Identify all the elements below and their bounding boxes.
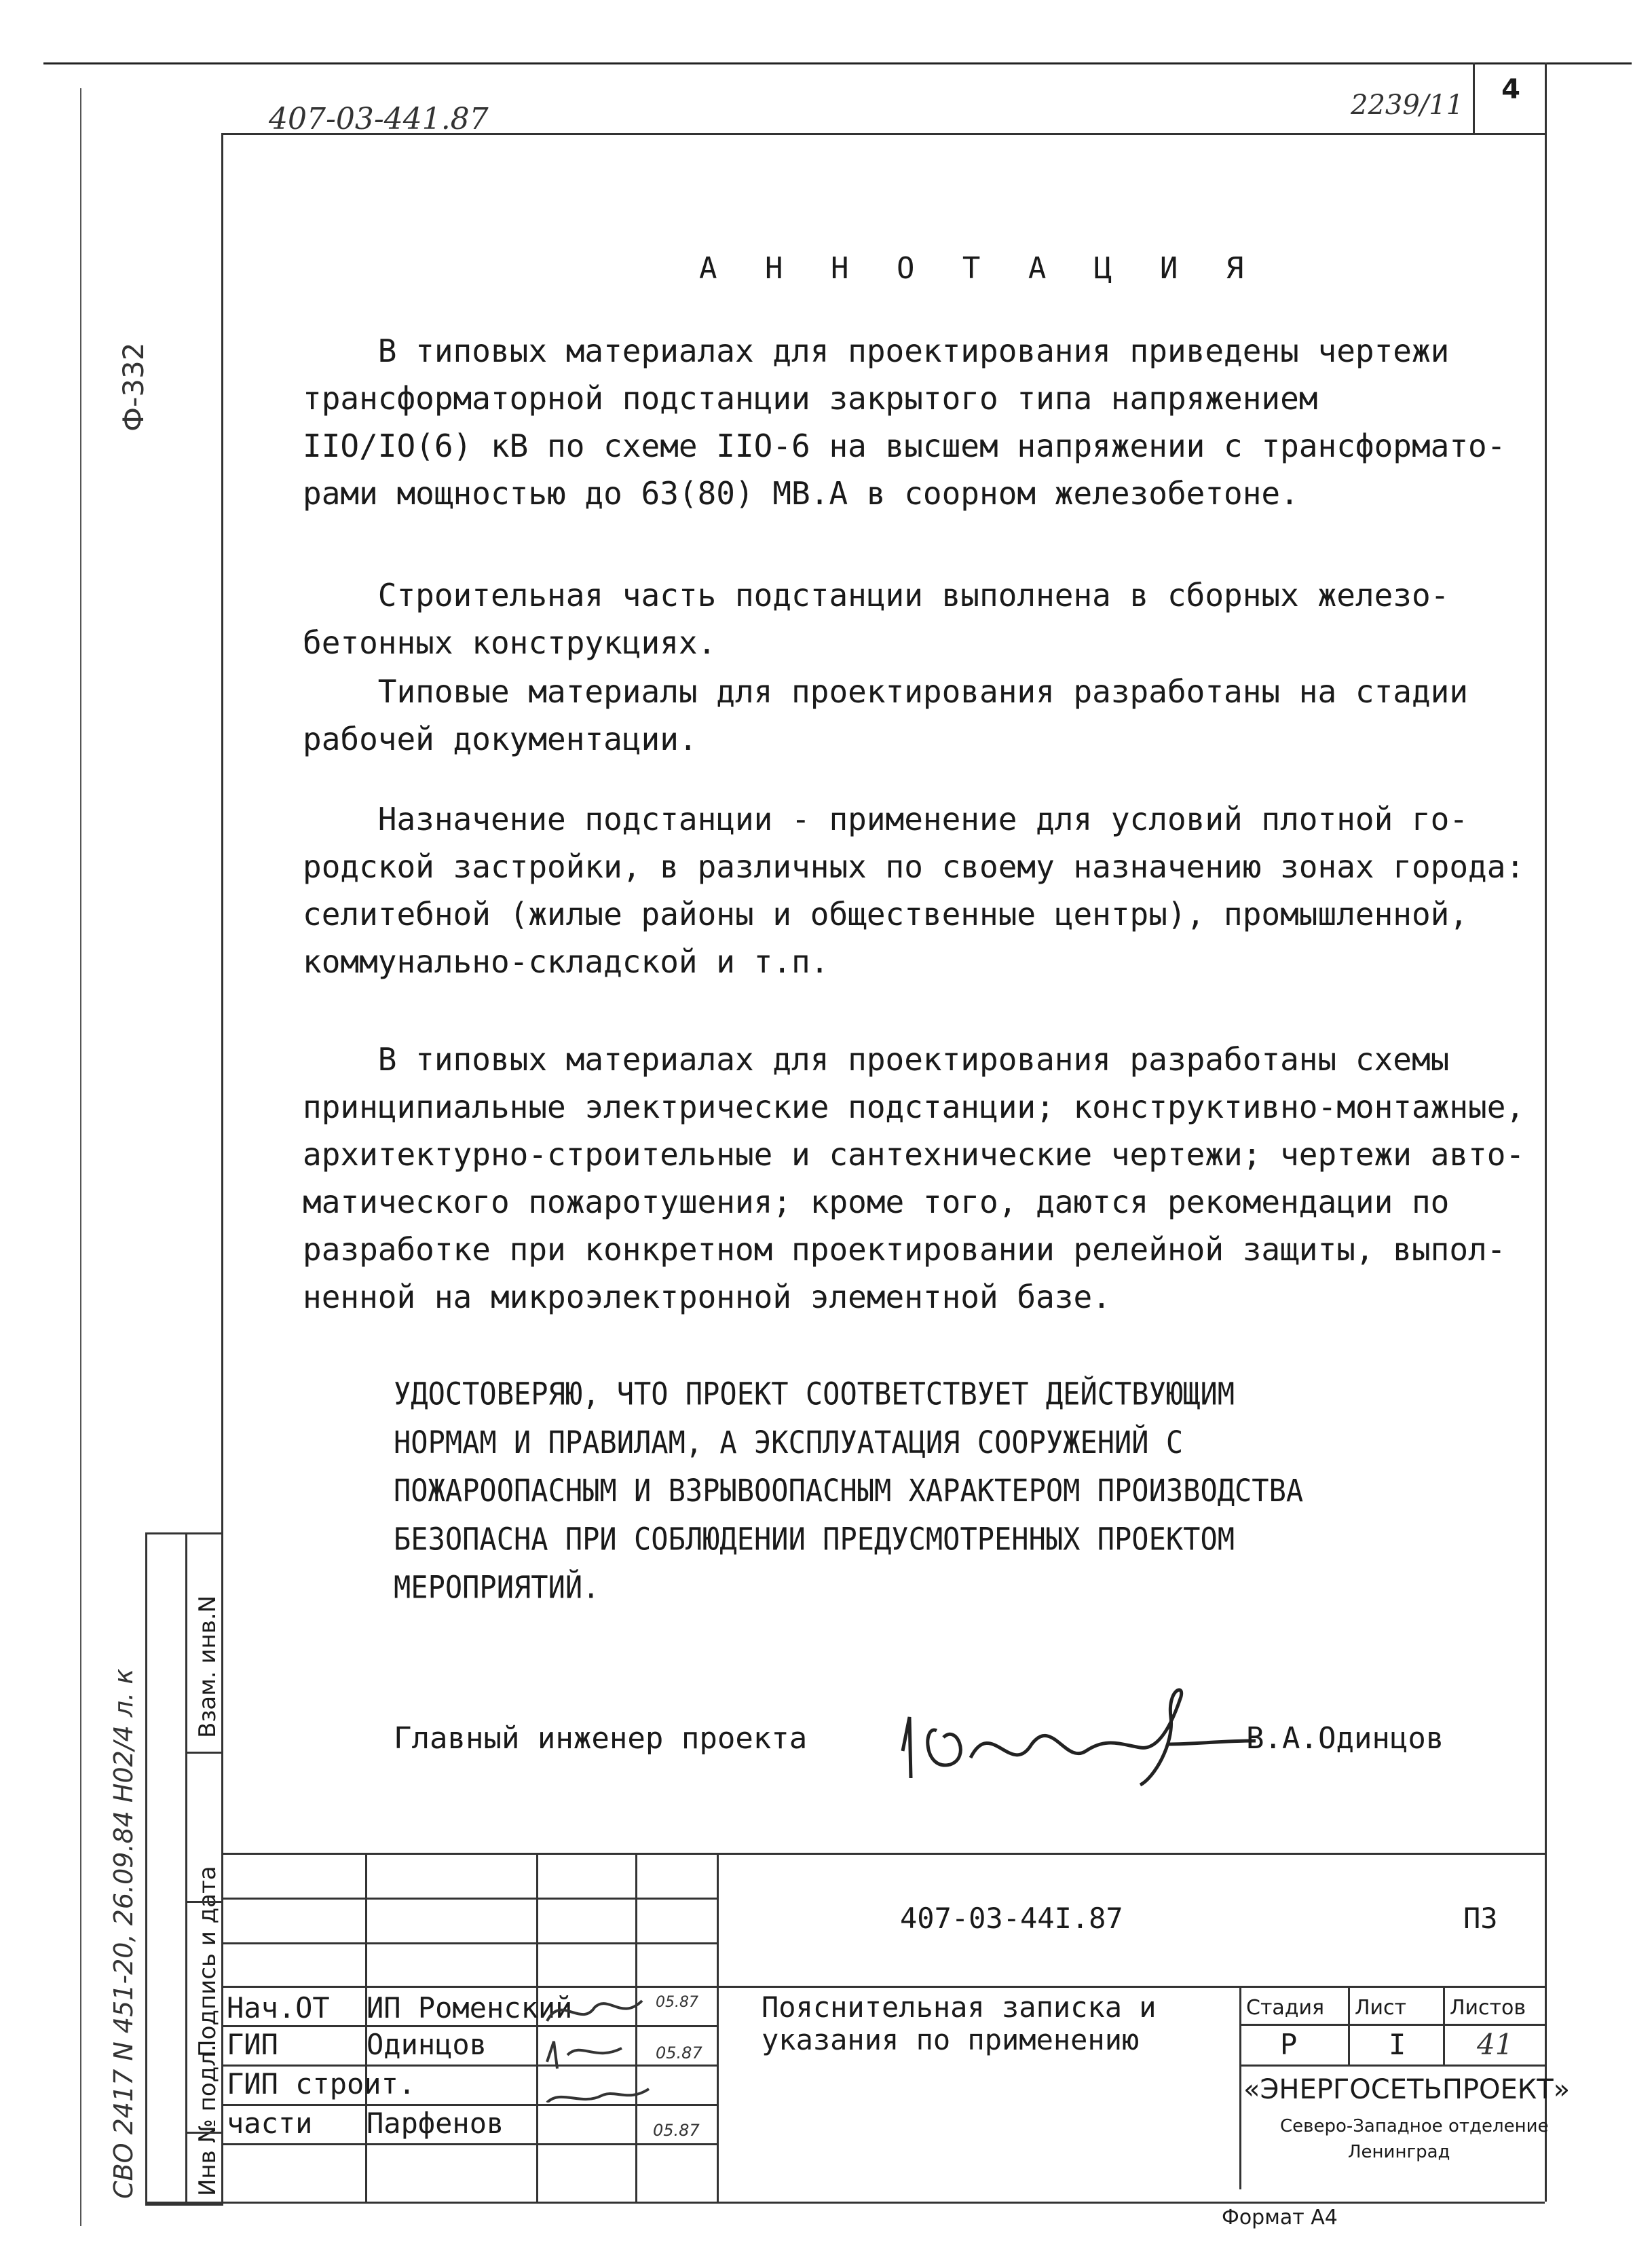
stamp-row4-role: части bbox=[227, 2107, 313, 2140]
stamp-sheet: I bbox=[1389, 2028, 1406, 2061]
stamp-row2-date: 05.87 bbox=[656, 2043, 702, 2062]
strip-label-signature-date: Подпись и дата bbox=[194, 1866, 221, 2057]
certification-statement: УДОСТОВЕРЯЮ, ЧТО ПРОЕКТ СООТВЕТСТВУЕТ ДЕЙСТВУЮЩИМ НОРМАМ И ПРАВИЛАМ, А ЭКСПЛУАТАЦИЯ СООРУЖЕНИЙ С ПОЖАРООПАСНЫМ И ВЗРЫВООПАСНЫМ ХАРАКТЕРОМ ПРОИЗВОДСТВА БЕЗОПАСНА ПРИ СОБЛЮДЕНИИ ПРЕДУСМОТРЕННЫХ ПРОЕКТОМ МЕРОПРИЯТИЙ. bbox=[394, 1376, 1304, 1606]
stamp-row4-date: 05.87 bbox=[653, 2121, 700, 2140]
signature-name: В.А.Одинцов bbox=[1246, 1721, 1444, 1756]
stamp-organization: «ЭНЕРГОСЕТЬПРОЕКТ» bbox=[1243, 2074, 1571, 2105]
page-number-box bbox=[1473, 62, 1547, 135]
stamp-signatures bbox=[540, 1987, 656, 2103]
format-label: Формат А4 bbox=[1222, 2206, 1338, 2229]
stamp-description: Пояснительная записка и указания по применению bbox=[762, 1991, 1157, 2056]
side-mark: Ф-332 bbox=[117, 342, 150, 432]
stamp-row2-role: ГИП bbox=[227, 2028, 278, 2061]
stamp-row1-name: ИП Роменский bbox=[367, 1991, 573, 2024]
paragraph-3: Типовые материалы для проектирования разработаны на стадии рабочей документации. bbox=[303, 673, 1469, 757]
frame-right bbox=[1545, 62, 1547, 2202]
stamp-doc-code: 407-03-44I.87 bbox=[900, 1902, 1123, 1935]
handwritten-signature bbox=[896, 1676, 1262, 1792]
stamp-row4-name: Парфенов bbox=[367, 2107, 504, 2140]
paragraph-1: В типовых материалах для проектирования приведены чертежи трансформаторной подстанции закрытого типа напряжением IIO/IO(6) кВ по схеме IIO-6 на высшем напряжении с трансформато- рами мощностью до 63(80) МВ.А в соорном железобетоне. bbox=[303, 333, 1506, 512]
stamp-row1-date: 05.87 bbox=[656, 1994, 698, 2011]
strip-handwritten-note: СВО 2417 N 451-20, 26.09.84 H02/4 л. к bbox=[109, 1668, 138, 2199]
stamp-doc-type: ПЗ bbox=[1463, 1902, 1498, 1935]
stamp-row1-role: Нач.ОТ bbox=[227, 1991, 330, 2024]
stamp-stage: Р bbox=[1280, 2028, 1298, 2061]
binding-edge-line bbox=[80, 88, 81, 2226]
page-number: 4 bbox=[1501, 74, 1520, 105]
strip-label-inv: Инв № подл. bbox=[194, 2044, 221, 2196]
stamp-org-city: Ленинград bbox=[1348, 2142, 1450, 2162]
frame-bottom bbox=[145, 2202, 1545, 2204]
top-border-line bbox=[43, 62, 1632, 64]
inventory-number-handwritten: 2239/11 bbox=[1351, 90, 1464, 121]
doc-code-handwritten: 407-03-441.87 bbox=[269, 102, 489, 136]
strip-label-replace-inv: Взам. инв.N bbox=[194, 1595, 221, 1738]
stamp-sheets-label: Листов bbox=[1450, 1996, 1526, 2020]
stamp-org-branch: Северо-Западное отделение bbox=[1280, 2116, 1549, 2136]
stamp-stage-label: Стадия bbox=[1246, 1996, 1325, 2020]
signature-role: Главный инженер проекта bbox=[394, 1721, 808, 1756]
left-margin-strip bbox=[145, 1532, 223, 2206]
title-block bbox=[221, 1853, 1571, 2202]
stamp-sheet-label: Лист bbox=[1355, 1996, 1407, 2020]
stamp-row2-name: Одинцов bbox=[367, 2028, 487, 2061]
paragraph-4: Назначение подстанции - применение для условий плотной го- родской застройки, в различных по своему назначению зонах города: селитебной (жилые районы и общественные центры), промышленной, коммунально-складской и т.п. bbox=[303, 801, 1525, 980]
paragraph-2: Строительная часть подстанции выполнена в сборных железо- бетонных конструкциях. bbox=[303, 577, 1450, 661]
page-title: А Н Н О Т А Ц И Я bbox=[699, 251, 1259, 286]
stamp-row3-role: ГИП строит. bbox=[227, 2067, 416, 2100]
stamp-sheets: 41 bbox=[1477, 2028, 1514, 2061]
paragraph-5: В типовых материалах для проектирования разработаны схемы принципиальные электрические подстанции; конструктивно-монтажные, архитектурно-строительные и сантехнические чертежи; чертежи авто- матического пожаротушения; кроме того, даются рекомендации по разработке при конкретном проектировании релейной защиты, выпол- ненной на микроэлектронной элементной базе. bbox=[303, 1041, 1525, 1315]
